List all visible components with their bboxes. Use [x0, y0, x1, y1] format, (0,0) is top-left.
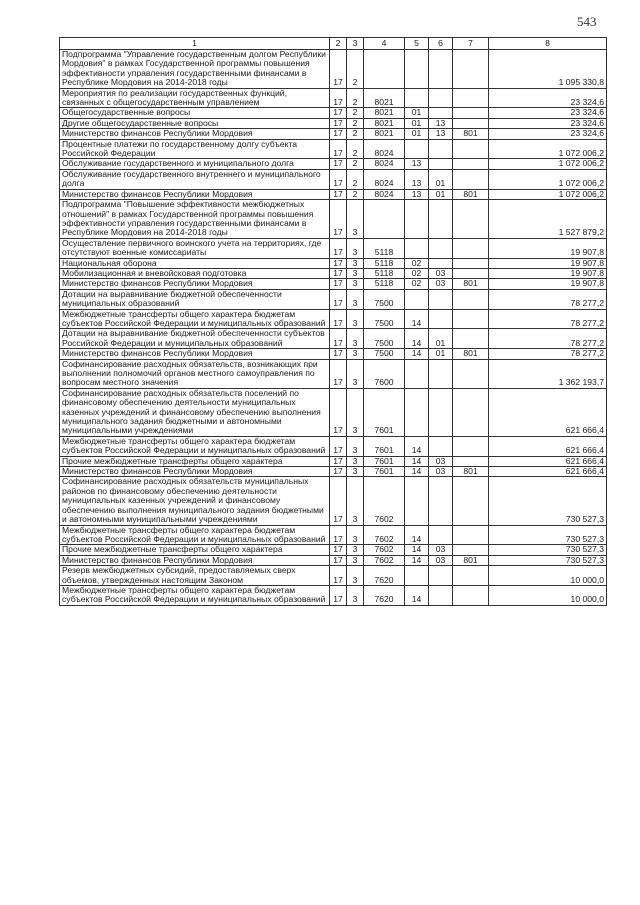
code-cell: 8021 — [364, 129, 405, 139]
code-cell: 3 — [347, 279, 364, 289]
amount-cell: 23 324,6 — [489, 129, 607, 139]
code-cell: 8024 — [364, 189, 405, 199]
table-row — [60, 388, 607, 436]
code-cell — [453, 329, 489, 349]
code-cell: 14 — [405, 525, 429, 545]
code-cell: 17 — [330, 238, 347, 258]
code-cell: 5118 — [364, 258, 405, 268]
code-cell — [405, 200, 429, 239]
code-cell: 17 — [330, 200, 347, 239]
code-cell: 14 — [405, 456, 429, 466]
code-cell: 2 — [347, 118, 364, 128]
code-cell: 17 — [330, 545, 347, 555]
row-name-cell: Министерство финансов Республики Мордовия — [60, 279, 330, 289]
table-row — [60, 309, 607, 329]
code-cell: 14 — [405, 349, 429, 359]
code-cell — [429, 159, 453, 169]
table-row — [60, 585, 607, 605]
row-name-cell: Софинансирование расходных обязательств муниципальных районов по финансовому обеспечению деятельности муниципальных казенных учреждений и финансовому обеспечению выполнения муниципального задания бюджетными и автономными муниципальными учреждениями — [60, 477, 330, 525]
code-cell: 13 — [429, 129, 453, 139]
code-cell: 7500 — [364, 349, 405, 359]
column-header: 1 — [60, 38, 330, 50]
code-cell: 7602 — [364, 477, 405, 525]
code-cell: 7601 — [364, 436, 405, 456]
code-cell: 14 — [405, 555, 429, 565]
table-row — [60, 566, 607, 586]
code-cell — [453, 139, 489, 159]
code-cell: 801 — [453, 279, 489, 289]
table-row — [60, 467, 607, 477]
code-cell: 17 — [330, 289, 347, 309]
row-name-cell: Обслуживание государственного и муниципального долга — [60, 159, 330, 169]
code-cell: 14 — [405, 467, 429, 477]
code-cell: 17 — [330, 88, 347, 108]
table-row — [60, 555, 607, 565]
code-cell: 7500 — [364, 289, 405, 309]
code-cell: 3 — [347, 268, 364, 278]
code-cell: 17 — [330, 555, 347, 565]
table-row — [60, 289, 607, 309]
row-name-cell: Подпрограмма "Повышение эффективности межбюджетных отношений" в рамках Государственной программы повышения эффективности управления государственными финансами в Республике Мордовия на 2014-2018 годы — [60, 200, 330, 239]
code-cell: 3 — [347, 238, 364, 258]
code-cell: 7600 — [364, 359, 405, 388]
code-cell: 17 — [330, 585, 347, 605]
code-cell: 17 — [330, 118, 347, 128]
code-cell: 17 — [330, 189, 347, 199]
code-cell — [429, 309, 453, 329]
code-cell: 3 — [347, 467, 364, 477]
table-row — [60, 88, 607, 108]
code-cell — [405, 477, 429, 525]
row-name-cell: Министерство финансов Республики Мордовия — [60, 555, 330, 565]
column-header: 6 — [429, 38, 453, 50]
code-cell: 3 — [347, 359, 364, 388]
code-cell — [429, 289, 453, 309]
code-cell — [405, 359, 429, 388]
row-name-cell: Министерство финансов Республики Мордовия — [60, 467, 330, 477]
code-cell — [429, 50, 453, 89]
code-cell — [405, 566, 429, 586]
code-cell — [405, 139, 429, 159]
code-cell: 8021 — [364, 88, 405, 108]
code-cell — [429, 525, 453, 545]
row-name-cell: Дотации на выравнивание бюджетной обеспеченности субъектов Российской Федерации и муниципальных образований — [60, 329, 330, 349]
row-name-cell: Межбюджетные трансферты общего характера бюджетам субъектов Российской Федерации и муниципальных образований — [60, 436, 330, 456]
code-cell: 02 — [405, 279, 429, 289]
amount-cell: 1 362 193,7 — [489, 359, 607, 388]
code-cell: 02 — [405, 268, 429, 278]
code-cell: 3 — [347, 388, 364, 436]
code-cell: 13 — [429, 118, 453, 128]
code-cell — [453, 388, 489, 436]
amount-cell: 621 666,4 — [489, 436, 607, 456]
code-cell: 5118 — [364, 279, 405, 289]
row-name-cell: Обслуживание государственного внутреннего и муниципального долга — [60, 169, 330, 189]
code-cell: 801 — [453, 555, 489, 565]
row-name-cell: Резерв межбюджетных субсидий, предоставляемых сверх объемов, утвержденных настоящим Законом — [60, 566, 330, 586]
row-name-cell: Министерство финансов Республики Мордовия — [60, 349, 330, 359]
table-row — [60, 349, 607, 359]
code-cell: 7620 — [364, 585, 405, 605]
code-cell: 7500 — [364, 329, 405, 349]
code-cell — [453, 159, 489, 169]
amount-cell: 23 324,6 — [489, 88, 607, 108]
row-name-cell: Другие общегосударственные вопросы — [60, 118, 330, 128]
code-cell — [453, 88, 489, 108]
code-cell: 7601 — [364, 388, 405, 436]
code-cell: 7620 — [364, 566, 405, 586]
code-cell — [429, 585, 453, 605]
row-name-cell: Прочие межбюджетные трансферты общего характера — [60, 545, 330, 555]
row-name-cell: Министерство финансов Республики Мордовия — [60, 129, 330, 139]
code-cell — [429, 566, 453, 586]
table-row — [60, 159, 607, 169]
amount-cell: 78 277,2 — [489, 289, 607, 309]
code-cell — [453, 169, 489, 189]
code-cell — [429, 88, 453, 108]
row-name-cell: Межбюджетные трансферты общего характера бюджетам субъектов Российской Федерации и муниципальных образований — [60, 309, 330, 329]
code-cell: 17 — [330, 169, 347, 189]
code-cell: 3 — [347, 200, 364, 239]
column-header: 7 — [453, 38, 489, 50]
amount-cell: 10 000,0 — [489, 585, 607, 605]
code-cell: 17 — [330, 436, 347, 456]
code-cell — [453, 238, 489, 258]
code-cell — [453, 545, 489, 555]
amount-cell: 1 072 006,2 — [489, 139, 607, 159]
amount-cell: 621 666,4 — [489, 388, 607, 436]
code-cell: 3 — [347, 456, 364, 466]
code-cell — [405, 88, 429, 108]
code-cell: 2 — [347, 159, 364, 169]
code-cell: 13 — [405, 189, 429, 199]
code-cell: 2 — [347, 169, 364, 189]
code-cell: 01 — [405, 129, 429, 139]
row-name-cell: Софинансирование расходных обязательств поселений по финансовому обеспечению деятельности муниципальных казенных учреждений и финансовому обеспечению выполнения муниципального задания бюджетными и автономными муниципальными учреждениями — [60, 388, 330, 436]
code-cell: 3 — [347, 436, 364, 456]
code-cell — [453, 456, 489, 466]
amount-cell: 1 527 879,2 — [489, 200, 607, 239]
code-cell — [429, 139, 453, 159]
code-cell: 13 — [405, 169, 429, 189]
code-cell: 17 — [330, 50, 347, 89]
amount-cell: 730 527,3 — [489, 477, 607, 525]
table-row — [60, 258, 607, 268]
code-cell — [453, 436, 489, 456]
amount-cell: 1 072 006,2 — [489, 189, 607, 199]
row-name-cell: Межбюджетные трансферты общего характера бюджетам субъектов Российской Федерации и муниципальных образований — [60, 585, 330, 605]
code-cell: 2 — [347, 50, 364, 89]
code-cell — [453, 477, 489, 525]
code-cell — [429, 238, 453, 258]
code-cell: 2 — [347, 88, 364, 108]
code-cell: 7601 — [364, 467, 405, 477]
code-cell: 801 — [453, 349, 489, 359]
code-cell — [364, 50, 405, 89]
code-cell — [453, 50, 489, 89]
row-name-cell: Мероприятия по реализации государственных функций, связанных с общегосударственным управлением — [60, 88, 330, 108]
column-header: 3 — [347, 38, 364, 50]
table-row — [60, 169, 607, 189]
code-cell: 03 — [429, 456, 453, 466]
row-name-cell: Прочие межбюджетные трансферты общего характера — [60, 456, 330, 466]
code-cell — [405, 388, 429, 436]
row-name-cell: Мобилизационная и вневойсковая подготовка — [60, 268, 330, 278]
code-cell — [453, 118, 489, 128]
amount-cell: 730 527,3 — [489, 525, 607, 545]
code-cell — [453, 258, 489, 268]
code-cell: 3 — [347, 525, 364, 545]
code-cell: 2 — [347, 108, 364, 118]
code-cell: 8021 — [364, 118, 405, 128]
row-name-cell: Министерство финансов Республики Мордовия — [60, 189, 330, 199]
code-cell: 17 — [330, 566, 347, 586]
code-cell: 801 — [453, 129, 489, 139]
code-cell — [429, 359, 453, 388]
code-cell — [429, 258, 453, 268]
code-cell: 7601 — [364, 456, 405, 466]
code-cell: 17 — [330, 159, 347, 169]
amount-cell: 19 907,8 — [489, 238, 607, 258]
amount-cell: 10 000,0 — [489, 566, 607, 586]
amount-cell: 730 527,3 — [489, 555, 607, 565]
code-cell: 7602 — [364, 525, 405, 545]
code-cell: 3 — [347, 309, 364, 329]
code-cell: 8024 — [364, 169, 405, 189]
code-cell: 03 — [429, 555, 453, 565]
table-header-row — [60, 38, 607, 50]
code-cell: 13 — [405, 159, 429, 169]
code-cell — [429, 200, 453, 239]
row-name-cell: Межбюджетные трансферты общего характера бюджетам субъектов Российской Федерации и муниципальных образований — [60, 525, 330, 545]
row-name-cell: Софинансирование расходных обязательств, возникающих при выполнении полномочий органов местного самоуправления по вопросам местного значения — [60, 359, 330, 388]
code-cell: 2 — [347, 139, 364, 159]
code-cell: 17 — [330, 129, 347, 139]
code-cell — [429, 108, 453, 118]
code-cell — [453, 525, 489, 545]
row-name-cell: Осуществление первичного воинского учета на территориях, где отсутствуют военные комиссариаты — [60, 238, 330, 258]
row-name-cell: Процентные платежи по государственному долгу субъекта Российской Федерации — [60, 139, 330, 159]
table-row — [60, 189, 607, 199]
code-cell: 801 — [453, 189, 489, 199]
code-cell: 14 — [405, 585, 429, 605]
table-row — [60, 129, 607, 139]
column-header: 8 — [489, 38, 607, 50]
code-cell: 2 — [347, 129, 364, 139]
table-row — [60, 436, 607, 456]
code-cell: 8021 — [364, 108, 405, 118]
amount-cell: 23 324,6 — [489, 118, 607, 128]
code-cell: 17 — [330, 359, 347, 388]
table-row — [60, 118, 607, 128]
code-cell: 2 — [347, 189, 364, 199]
code-cell: 3 — [347, 349, 364, 359]
code-cell: 3 — [347, 289, 364, 309]
amount-cell: 1 095 330,8 — [489, 50, 607, 89]
code-cell — [429, 477, 453, 525]
code-cell — [453, 585, 489, 605]
code-cell — [364, 200, 405, 239]
code-cell: 17 — [330, 349, 347, 359]
code-cell: 03 — [429, 545, 453, 555]
code-cell: 17 — [330, 108, 347, 118]
code-cell: 17 — [330, 388, 347, 436]
code-cell: 5118 — [364, 238, 405, 258]
amount-cell: 730 527,3 — [489, 545, 607, 555]
code-cell: 7602 — [364, 545, 405, 555]
code-cell: 3 — [347, 566, 364, 586]
code-cell: 14 — [405, 436, 429, 456]
row-name-cell: Подпрограмма "Управление государственным долгом Республики Мордовия" в рамках Государственной программы повышения эффективности управления государственными финансами в Республике Мордовия на 2014-2018 годы — [60, 50, 330, 89]
page-number: 543 — [577, 14, 597, 29]
table-row — [60, 50, 607, 89]
code-cell — [453, 289, 489, 309]
code-cell: 3 — [347, 545, 364, 555]
code-cell: 03 — [429, 279, 453, 289]
table-row — [60, 525, 607, 545]
table-row — [60, 139, 607, 159]
code-cell — [453, 108, 489, 118]
code-cell: 01 — [405, 108, 429, 118]
code-cell: 02 — [405, 258, 429, 268]
code-cell — [453, 200, 489, 239]
amount-cell: 78 277,2 — [489, 349, 607, 359]
table-row — [60, 359, 607, 388]
code-cell: 14 — [405, 545, 429, 555]
code-cell: 17 — [330, 279, 347, 289]
table-row — [60, 329, 607, 349]
code-cell: 17 — [330, 477, 347, 525]
code-cell — [405, 238, 429, 258]
amount-cell: 621 666,4 — [489, 456, 607, 466]
code-cell: 17 — [330, 456, 347, 466]
column-header: 2 — [330, 38, 347, 50]
table-row — [60, 268, 607, 278]
table-row — [60, 238, 607, 258]
row-name-cell: Дотации на выравнивание бюджетной обеспеченности муниципальных образований — [60, 289, 330, 309]
amount-cell: 78 277,2 — [489, 309, 607, 329]
code-cell: 801 — [453, 467, 489, 477]
code-cell: 01 — [405, 118, 429, 128]
row-name-cell: Общегосударственные вопросы — [60, 108, 330, 118]
table-row — [60, 456, 607, 466]
code-cell — [405, 289, 429, 309]
column-header: 5 — [405, 38, 429, 50]
code-cell: 5118 — [364, 268, 405, 278]
amount-cell: 1 072 006,2 — [489, 169, 607, 189]
amount-cell: 23 324,6 — [489, 108, 607, 118]
code-cell: 17 — [330, 268, 347, 278]
amount-cell: 621 666,4 — [489, 467, 607, 477]
code-cell — [453, 268, 489, 278]
column-header: 4 — [364, 38, 405, 50]
code-cell — [429, 436, 453, 456]
code-cell — [453, 566, 489, 586]
code-cell: 17 — [330, 309, 347, 329]
code-cell: 3 — [347, 555, 364, 565]
code-cell: 3 — [347, 477, 364, 525]
code-cell: 03 — [429, 268, 453, 278]
code-cell: 3 — [347, 258, 364, 268]
code-cell: 14 — [405, 309, 429, 329]
table-row — [60, 279, 607, 289]
code-cell: 01 — [429, 329, 453, 349]
code-cell — [453, 359, 489, 388]
table-row — [60, 545, 607, 555]
amount-cell: 19 907,8 — [489, 258, 607, 268]
code-cell — [453, 309, 489, 329]
code-cell: 17 — [330, 525, 347, 545]
code-cell: 01 — [429, 169, 453, 189]
table-row — [60, 108, 607, 118]
code-cell: 3 — [347, 585, 364, 605]
budget-table — [59, 37, 607, 606]
amount-cell: 1 072 006,2 — [489, 159, 607, 169]
code-cell: 17 — [330, 329, 347, 349]
code-cell: 01 — [429, 349, 453, 359]
code-cell — [429, 388, 453, 436]
code-cell: 7602 — [364, 555, 405, 565]
code-cell: 7500 — [364, 309, 405, 329]
row-name-cell: Национальная оборона — [60, 258, 330, 268]
code-cell: 17 — [330, 258, 347, 268]
table-row — [60, 477, 607, 525]
code-cell: 17 — [330, 139, 347, 159]
table-row — [60, 200, 607, 239]
code-cell: 03 — [429, 467, 453, 477]
amount-cell: 78 277,2 — [489, 329, 607, 349]
amount-cell: 19 907,8 — [489, 268, 607, 278]
code-cell: 3 — [347, 329, 364, 349]
code-cell — [405, 50, 429, 89]
code-cell: 8024 — [364, 139, 405, 159]
code-cell: 14 — [405, 329, 429, 349]
code-cell: 01 — [429, 189, 453, 199]
amount-cell: 19 907,8 — [489, 279, 607, 289]
code-cell: 17 — [330, 467, 347, 477]
code-cell: 8024 — [364, 159, 405, 169]
